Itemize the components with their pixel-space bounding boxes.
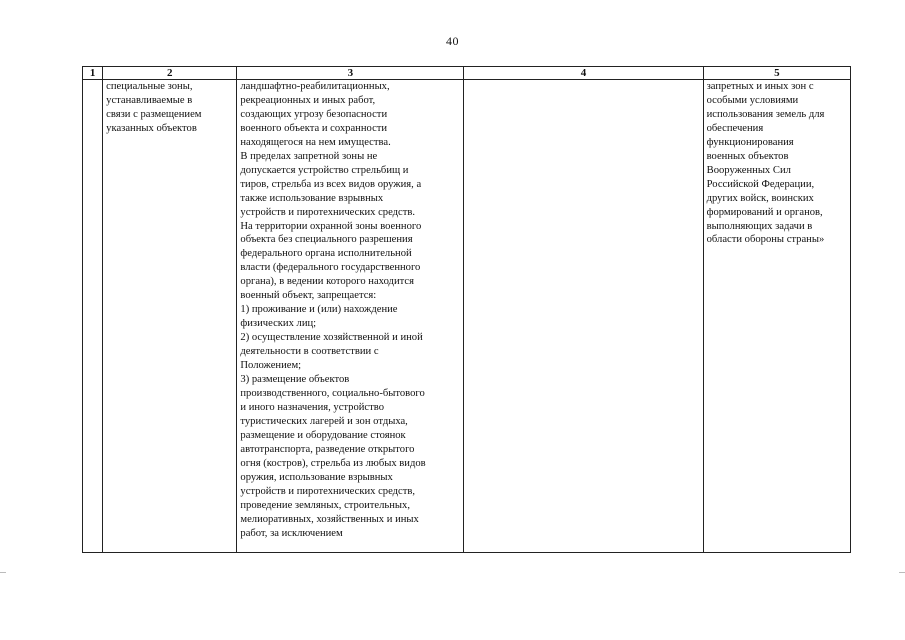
text-line: размещение и оборудование стоянок xyxy=(240,429,406,441)
text-line: Вооруженных Сил xyxy=(706,164,791,176)
right-margin-mark xyxy=(899,572,905,573)
text-line: огня (костров), стрельба из любых видов xyxy=(240,457,426,469)
table-header-row xyxy=(83,67,851,80)
text-line: объекта без специального разрешения xyxy=(240,234,413,246)
text-line: специальные зоны, xyxy=(106,81,193,92)
text-line: военного объекта и сохранности xyxy=(240,122,388,134)
cell-legal-basis xyxy=(703,80,850,553)
text-line: военный объект, запрещается: xyxy=(240,290,377,302)
column-header-2: 2 xyxy=(103,67,237,80)
text-line: работ, за исключением xyxy=(240,527,343,539)
text-line: мелиоративных, хозяйственных и иных xyxy=(240,513,419,525)
text-line: органа), в ведении которого находится xyxy=(240,276,414,288)
text-line: также использование взрывных xyxy=(240,192,384,204)
cell-col-1 xyxy=(83,80,103,553)
text-line: области обороны страны» xyxy=(706,234,825,246)
text-line: Положением; xyxy=(240,360,302,372)
text-line: и иного назначения, устройство xyxy=(240,401,384,413)
text-line: устройств и пиротехнических средств, xyxy=(240,485,416,497)
text-line: устройств и пиротехнических средств. xyxy=(240,206,416,218)
text-line: В пределах запретной зоны не xyxy=(240,150,378,162)
text-line: автотранспорта, разведение открытого xyxy=(240,443,415,455)
text-line: федерального органа исполнительной xyxy=(240,248,412,260)
text-line: ландшафтно-реабилитационных, xyxy=(240,81,390,92)
text-line: физических лиц; xyxy=(240,318,317,330)
table-row xyxy=(83,80,851,553)
text-line: допускается устройство стрельбищ и xyxy=(240,164,409,176)
text-line: тиров, стрельба из всех видов оружия, а xyxy=(240,178,422,190)
text-line: 1) проживание и (или) нахождение xyxy=(240,304,398,316)
text-line: выполняющих задачи в xyxy=(706,220,813,232)
text-line: 3) размещение объектов xyxy=(240,374,350,386)
page-number: 40 xyxy=(446,34,459,48)
text-line: власти (федерального государственного xyxy=(240,262,421,274)
text-line: производственного, социально-бытового xyxy=(240,387,425,399)
text-line: функционирования xyxy=(706,136,794,148)
text-line: указанных объектов xyxy=(106,122,197,134)
text-line: Российской Федерации, xyxy=(706,178,815,190)
text-line: военных объектов xyxy=(706,150,789,162)
column-header-5: 5 xyxy=(703,67,850,80)
text-line: На территории охранной зоны военного xyxy=(240,220,422,232)
text-line: особыми условиями xyxy=(706,94,799,106)
column-header-4: 4 xyxy=(464,67,703,80)
text-line: обеспечения xyxy=(706,122,764,134)
text-line: формирований и органов, xyxy=(706,206,823,218)
text-line: других войск, воинских xyxy=(706,192,814,204)
text-line: деятельности в соответствии с xyxy=(240,346,379,358)
text-line: рекреационных и иных работ, xyxy=(240,94,376,106)
left-margin-mark xyxy=(0,572,6,573)
text-line: 2) осуществление хозяйственной и иной xyxy=(240,332,423,344)
text-line: устанавливаемые в xyxy=(106,94,193,106)
cell-col-4 xyxy=(464,80,703,553)
text-line: запретных и иных зон с xyxy=(706,81,814,92)
text-line: связи с размещением xyxy=(106,108,202,120)
text-line: туристических лагерей и зон отдыха, xyxy=(240,415,408,427)
document-table xyxy=(82,66,851,553)
text-line: проведение земляных, строительных, xyxy=(240,499,410,511)
column-header-1: 1 xyxy=(83,67,103,80)
text-line: оружия, использование взрывных xyxy=(240,471,393,483)
cell-zone-type xyxy=(103,80,237,553)
text-line: использования земель для xyxy=(706,108,825,120)
text-line: находящегося на нем имущества. xyxy=(240,136,391,148)
cell-restrictions xyxy=(237,80,464,553)
column-header-3: 3 xyxy=(237,67,464,80)
text-line: создающих угрозу безопасности xyxy=(240,108,388,120)
